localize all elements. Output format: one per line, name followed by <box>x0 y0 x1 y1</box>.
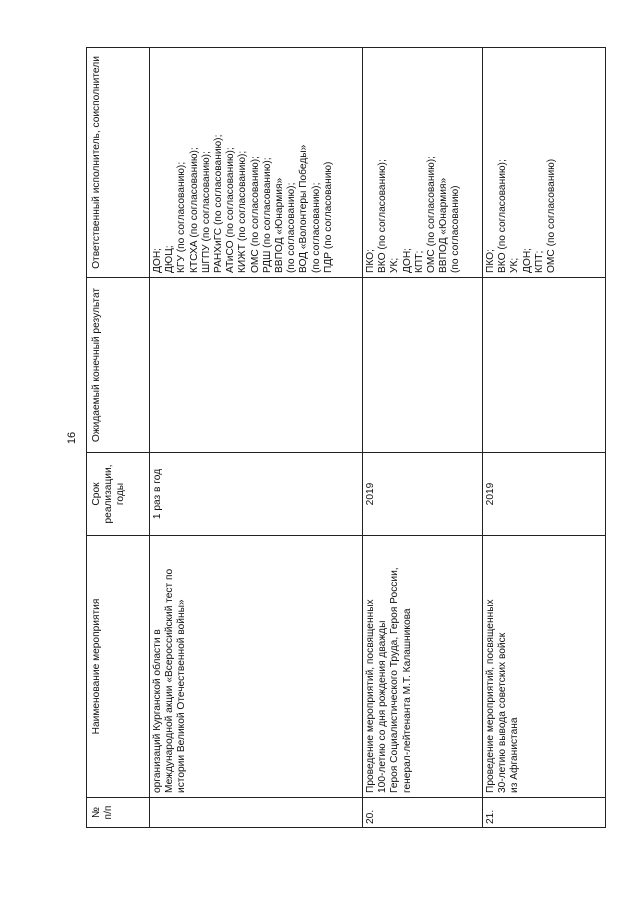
responsible-line: ДОН; <box>152 247 163 273</box>
rotated-table <box>86 48 598 828</box>
name-line: генерал-лейтенанта М.Т. Калашникова <box>401 608 413 793</box>
header-term: Срок реализации, годы <box>87 453 150 536</box>
row-responsible <box>483 48 606 278</box>
responsible-line: КПТ; <box>533 250 545 273</box>
table-row <box>363 48 483 828</box>
row-responsible <box>150 48 363 278</box>
row-num <box>150 798 363 828</box>
responsible-line: ОМС (по согласованию) <box>546 158 558 273</box>
row-num: 20. <box>363 798 483 828</box>
header-num: № п/п <box>87 798 150 828</box>
responsible-line: ОМС (по согласованию); <box>249 156 261 273</box>
responsible-line: УК; <box>389 257 401 273</box>
name-line: Героя Социалистического Труда, Героя России, <box>389 567 401 793</box>
row-term: 2019 <box>363 453 483 536</box>
table-container <box>86 48 598 828</box>
name-line: 30-летию вывода советских войск <box>497 632 509 793</box>
responsible-line: ВВПОД «Юнармия» <box>438 177 450 273</box>
name-line: Проведение мероприятий, посвященных <box>365 599 376 793</box>
responsible-line: ПКО; <box>485 249 496 273</box>
row-name <box>363 536 483 798</box>
responsible-line: РАНХиГС (по согласованию); <box>213 134 225 273</box>
responsible-line: КГУ (по согласованию); <box>176 161 188 273</box>
events-table <box>86 47 606 828</box>
responsible-line: ВВПОД «Юнармия» <box>274 177 286 273</box>
header-responsible: Ответственный исполнитель, соисполнители <box>87 48 150 278</box>
responsible-line: КТСХА (по согласованию); <box>188 147 200 273</box>
responsible-line: КИЖТ (по согласованию); <box>237 150 249 273</box>
responsible-line: ДЮЦ; <box>164 245 176 273</box>
responsible-line: РДШ (по согласованию); <box>261 157 273 273</box>
row-result <box>363 278 483 453</box>
header-result: Ожидаемый конечный результат <box>87 278 150 453</box>
responsible-line: ПКО; <box>365 249 376 273</box>
responsible-line: АТиСО (по согласованию); <box>225 147 237 273</box>
responsible-line: (по согласованию); <box>286 182 298 273</box>
name-line: организаций Курганской области в <box>152 629 163 793</box>
name-line: истории Великой Отечественной войны» <box>176 599 188 793</box>
table-row <box>483 48 606 828</box>
name-line: из Афганистана <box>509 717 521 793</box>
name-line: Проведение мероприятий, посвященных <box>485 599 496 793</box>
row-term: 2019 <box>483 453 606 536</box>
page-number: 16 <box>66 431 79 445</box>
name-line: 100-летию со дня рождения дважды <box>377 620 389 793</box>
row-num: 21. <box>483 798 606 828</box>
responsible-line: ВОД «Волонтеры Победы» <box>298 144 310 273</box>
responsible-line: (по согласованию) <box>450 185 462 273</box>
responsible-line: (по согласованию); <box>310 182 322 273</box>
table-row <box>150 48 363 828</box>
responsible-line: КПТ; <box>413 250 425 273</box>
row-name <box>483 536 606 798</box>
row-result <box>150 278 363 453</box>
header-row <box>87 48 150 828</box>
responsible-line: ДОН; <box>401 247 413 273</box>
row-responsible <box>363 48 483 278</box>
responsible-line: ОМС (по согласованию); <box>426 156 438 273</box>
header-name: Наименование мероприятия <box>87 536 150 798</box>
responsible-line: УК; <box>509 257 521 273</box>
row-term: 1 раз в год <box>150 453 363 536</box>
row-name <box>150 536 363 798</box>
row-result <box>483 278 606 453</box>
name-line: Международной акции «Всероссийский тест по <box>164 568 176 793</box>
responsible-line: ВКО (по согласованию); <box>377 159 389 273</box>
responsible-line: ВКО (по согласованию); <box>497 159 509 273</box>
responsible-line: ДОН; <box>521 247 533 273</box>
responsible-line: ПДР (по согласованию) <box>322 161 334 273</box>
responsible-line: ШГПУ (по согласованию); <box>200 151 212 273</box>
